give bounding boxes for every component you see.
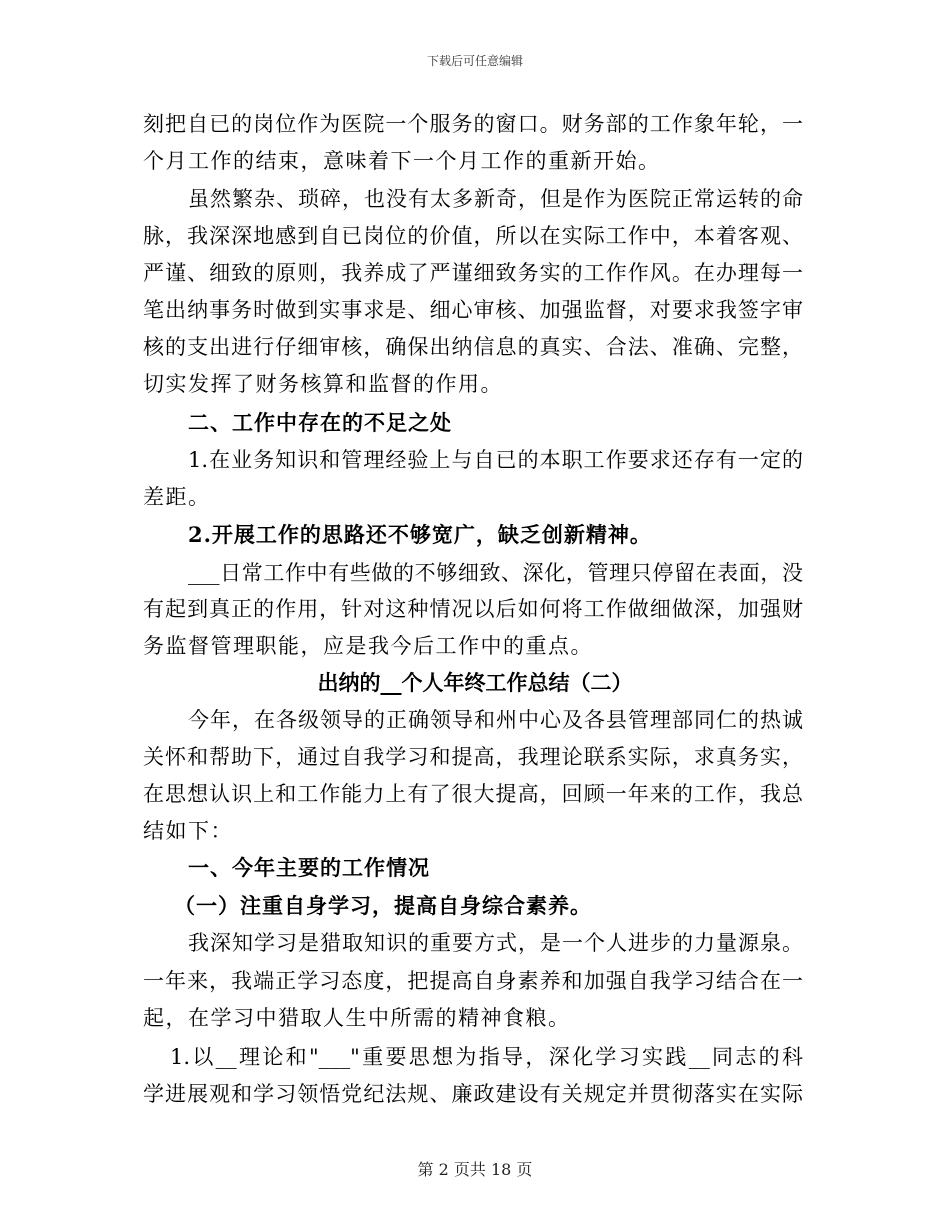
document-title: 出纳的__个人年终工作总结（二） [317, 670, 633, 695]
paragraph-line: 差距。 [143, 485, 211, 509]
paragraph-line: 核的支出进行仔细审核，确保出纳信息的真实、合法、准确、完整， [143, 335, 803, 359]
paragraph-line: 学进展观和学习领悟党纪法规、廉政建设有关规定并贯彻落实在实际 [143, 1082, 803, 1106]
paragraph-line: 我深知学习是猎取知识的重要方式，是一个人进步的力量源泉。 [188, 931, 803, 955]
section-heading: 二、工作中存在的不足之处 [188, 410, 452, 435]
paragraph-line: 务监督管理职能，应是我今后工作中的重点。 [143, 634, 593, 658]
subsection-heading: 2.开展工作的思路还不够宽广，缺乏创新精神。 [188, 522, 652, 547]
paragraph-line: 虽然繁杂、琐碎，也没有太多新奇，但是作为医院正常运转的命 [188, 187, 803, 211]
paragraph-line: ___日常工作中有些做的不够细致、深化，管理只停留在表面，没 [188, 561, 803, 585]
paragraph-line: 切实发挥了财务核算和监督的作用。 [143, 372, 503, 396]
paragraph-line: 一年来，我端正学习态度，把提高自身素养和加强自我学习结合在一 [143, 969, 803, 993]
paragraph-line: 1.以__理论和"___"重要思想为指导，深化学习实践__同志的科 [170, 1045, 803, 1069]
page-header: 下载后可任意编辑 [426, 54, 523, 68]
page-footer: 第 2 页共 18 页 [417, 1160, 533, 1179]
paragraph-line: 严谨、细致的原则，我养成了严谨细致务实的工作作风。在办理每一 [143, 261, 803, 285]
paragraph-line: 在思想认识上和工作能力上有了很大提高，回顾一年来的工作，我总 [143, 782, 803, 806]
paragraph-line: 1.在业务知识和管理经验上与自已的本职工作要求还存有一定的 [188, 448, 803, 472]
section-heading: 一、今年主要的工作情况 [188, 855, 430, 880]
subsection-heading: （一）注重自身学习，提高自身综合素养。 [174, 893, 592, 918]
paragraph-line: 刻把自已的岗位作为医院一个服务的窗口。财务部的工作象年轮，一 [143, 112, 803, 136]
paragraph-line: 结如下： [143, 819, 233, 843]
paragraph-line: 有起到真正的作用，针对这种情况以后如何将工作做细做深，加强财 [143, 597, 803, 621]
paragraph-line: 今年，在各级领导的正确领导和州中心及各县管理部同仁的热诚 [188, 708, 803, 732]
paragraph-line: 起，在学习中猎取人生中所需的精神食粮。 [143, 1006, 571, 1030]
paragraph-line: 个月工作的结束，意味着下一个月工作的重新开始。 [143, 149, 661, 173]
paragraph-line: 笔出纳事务时做到实事求是、细心审核、加强监督，对要求我签字审 [143, 298, 803, 322]
paragraph-line: 脉，我深深地感到自已岗位的价值，所以在实际工作中，本着客观、 [143, 224, 803, 248]
paragraph-line: 关怀和帮助下，通过自我学习和提高，我理论联系实际，求真务实， [143, 745, 803, 769]
